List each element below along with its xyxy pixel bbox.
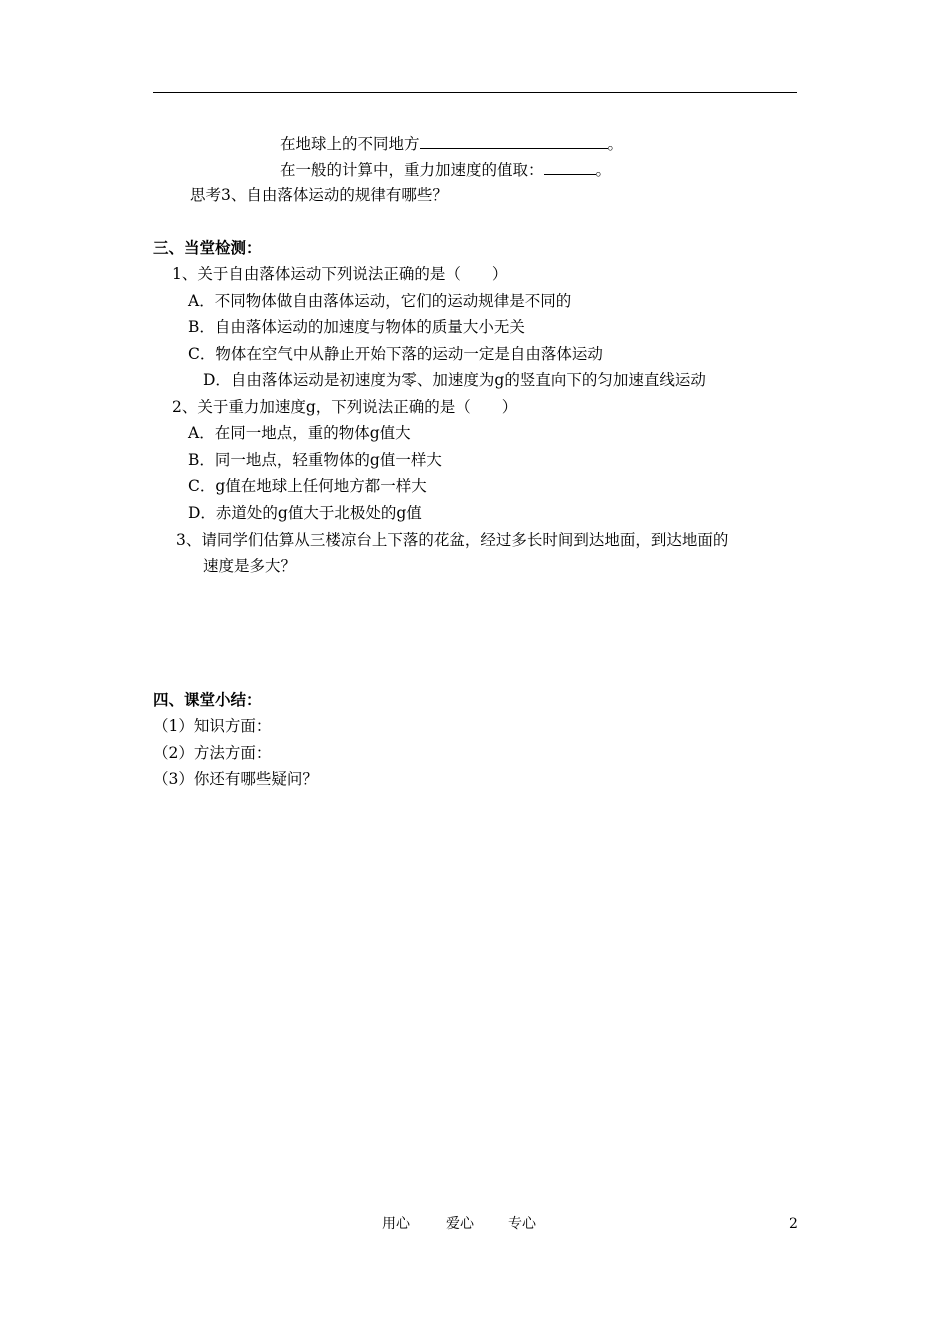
question-1-stem: 1、关于自由落体运动下列说法正确的是（ ）	[172, 265, 508, 283]
answer-blank-2[interactable]	[544, 158, 596, 175]
question-1-option-a: A．不同物体做自由落体运动，它们的运动规律是不同的	[188, 292, 572, 310]
fill-in-line-1	[280, 132, 623, 154]
question-2-option-b: B．同一地点，轻重物体的g值一样大	[188, 451, 442, 469]
fill-in-line-2	[280, 158, 611, 180]
question-2-option-d: D．赤道处的g值大于北极处的g值	[188, 504, 422, 522]
footer-motto-1: 用心	[382, 1216, 410, 1232]
question-1-option-b: B．自由落体运动的加速度与物体的质量大小无关	[188, 318, 525, 336]
question-1-option-d: D．自由落体运动是初速度为零、加速度为g的竖直向下的匀加速直线运动	[203, 371, 706, 389]
summary-item-method: （2）方法方面：	[153, 744, 272, 762]
question-3-line-2: 速度是多大？	[203, 557, 297, 575]
fill-in-line-1-end: 。	[607, 135, 624, 153]
fill-in-line-1-text: 在地球上的不同地方	[280, 135, 420, 153]
footer-motto-2: 爱心	[446, 1216, 474, 1232]
fill-in-line-2-text: 在一般的计算中，重力加速度的值取：	[280, 161, 544, 179]
footer-motto-3: 专心	[508, 1216, 536, 1232]
summary-item-questions: （3）你还有哪些疑问？	[153, 770, 318, 788]
think-question-3: 思考3、自由落体运动的规律有哪些？	[190, 186, 448, 204]
fill-in-line-2-end: 。	[595, 161, 612, 179]
summary-item-knowledge: （1）知识方面：	[153, 717, 272, 735]
question-2-option-a: A．在同一地点，重的物体g值大	[188, 424, 411, 442]
header-rule	[153, 92, 797, 93]
section-3-title: 三、当堂检测：	[153, 238, 262, 257]
page-number: 2	[789, 1216, 798, 1232]
question-3-line-1: 3、请同学们估算从三楼凉台上下落的花盆，经过多长时间到达地面，到达地面的	[176, 531, 729, 549]
question-2-stem: 2、关于重力加速度g，下列说法正确的是（ ）	[172, 398, 518, 416]
section-4-title: 四、课堂小结：	[153, 690, 262, 709]
answer-blank-1[interactable]	[420, 132, 608, 149]
question-1-option-c: C．物体在空气中从静止开始下落的运动一定是自由落体运动	[188, 345, 603, 363]
question-2-option-c: C．g值在地球上任何地方都一样大	[188, 477, 427, 495]
